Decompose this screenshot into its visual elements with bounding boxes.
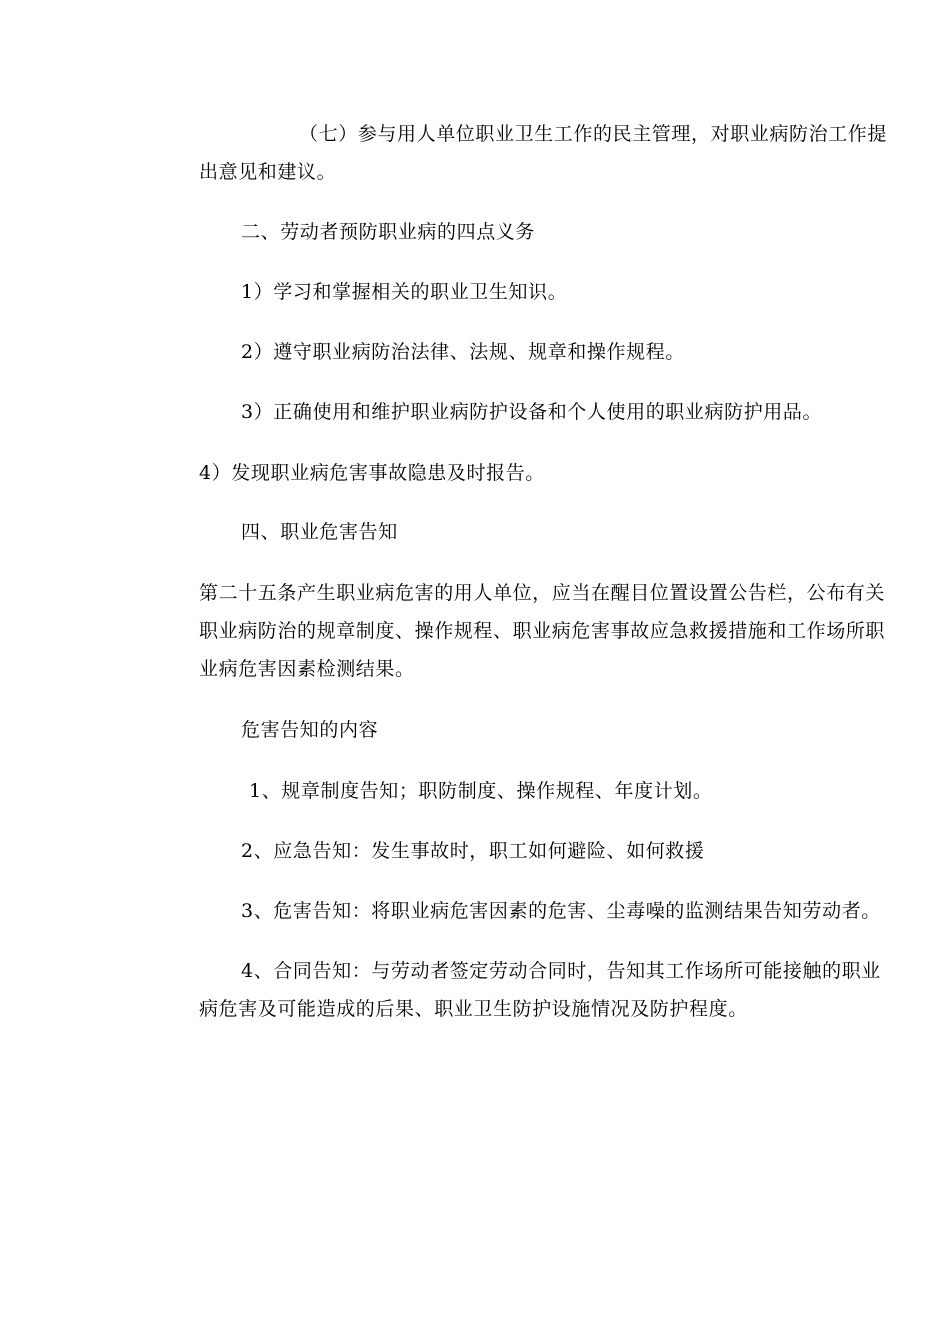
- paragraph-participation: （七）参与用人单位职业卫生工作的民主管理，对职业病防治工作提出意见和建议。: [199, 123, 888, 183]
- notice-item-2: 2、应急告知：发生事故时，职工如何避险、如何救援: [241, 840, 705, 862]
- heading-notice-contents: 危害告知的内容: [241, 719, 379, 741]
- obligation-item-1: 1）学习和掌握相关的职业卫生知识。: [241, 281, 568, 303]
- obligation-item-3: 3）正确使用和维护职业病防护设备和个人使用的职业病防护用品。: [241, 401, 823, 423]
- heading-obligations: 二、劳动者预防职业病的四点义务: [241, 221, 536, 243]
- notice-item-3: 3、危害告知：将职业病危害因素的危害、尘毒噪的监测结果告知劳动者。: [241, 900, 881, 922]
- obligation-item-2: 2）遵守职业病防治法律、法规、规章和操作规程。: [241, 341, 685, 363]
- heading-hazard-notice: 四、职业危害告知: [241, 521, 398, 543]
- article-25-paragraph: 第二十五条产生职业病危害的用人单位，应当在醒目位置设置公告栏，公布有关职业病防治的规章制度、操作规程、职业病危害事故应急救援措施和工作场所职业病危害因素检测结果。: [199, 582, 886, 680]
- notice-item-4: 4、合同告知：与劳动者签定劳动合同时，告知其工作场所可能接触的职业病危害及可能造成的后果、职业卫生防护设施情况及防护程度。: [199, 960, 881, 1020]
- notice-item-1: 1、规章制度告知；职防制度、操作规程、年度计划。: [249, 780, 713, 802]
- obligation-item-4: 4）发现职业病危害事故隐患及时报告。: [199, 462, 545, 484]
